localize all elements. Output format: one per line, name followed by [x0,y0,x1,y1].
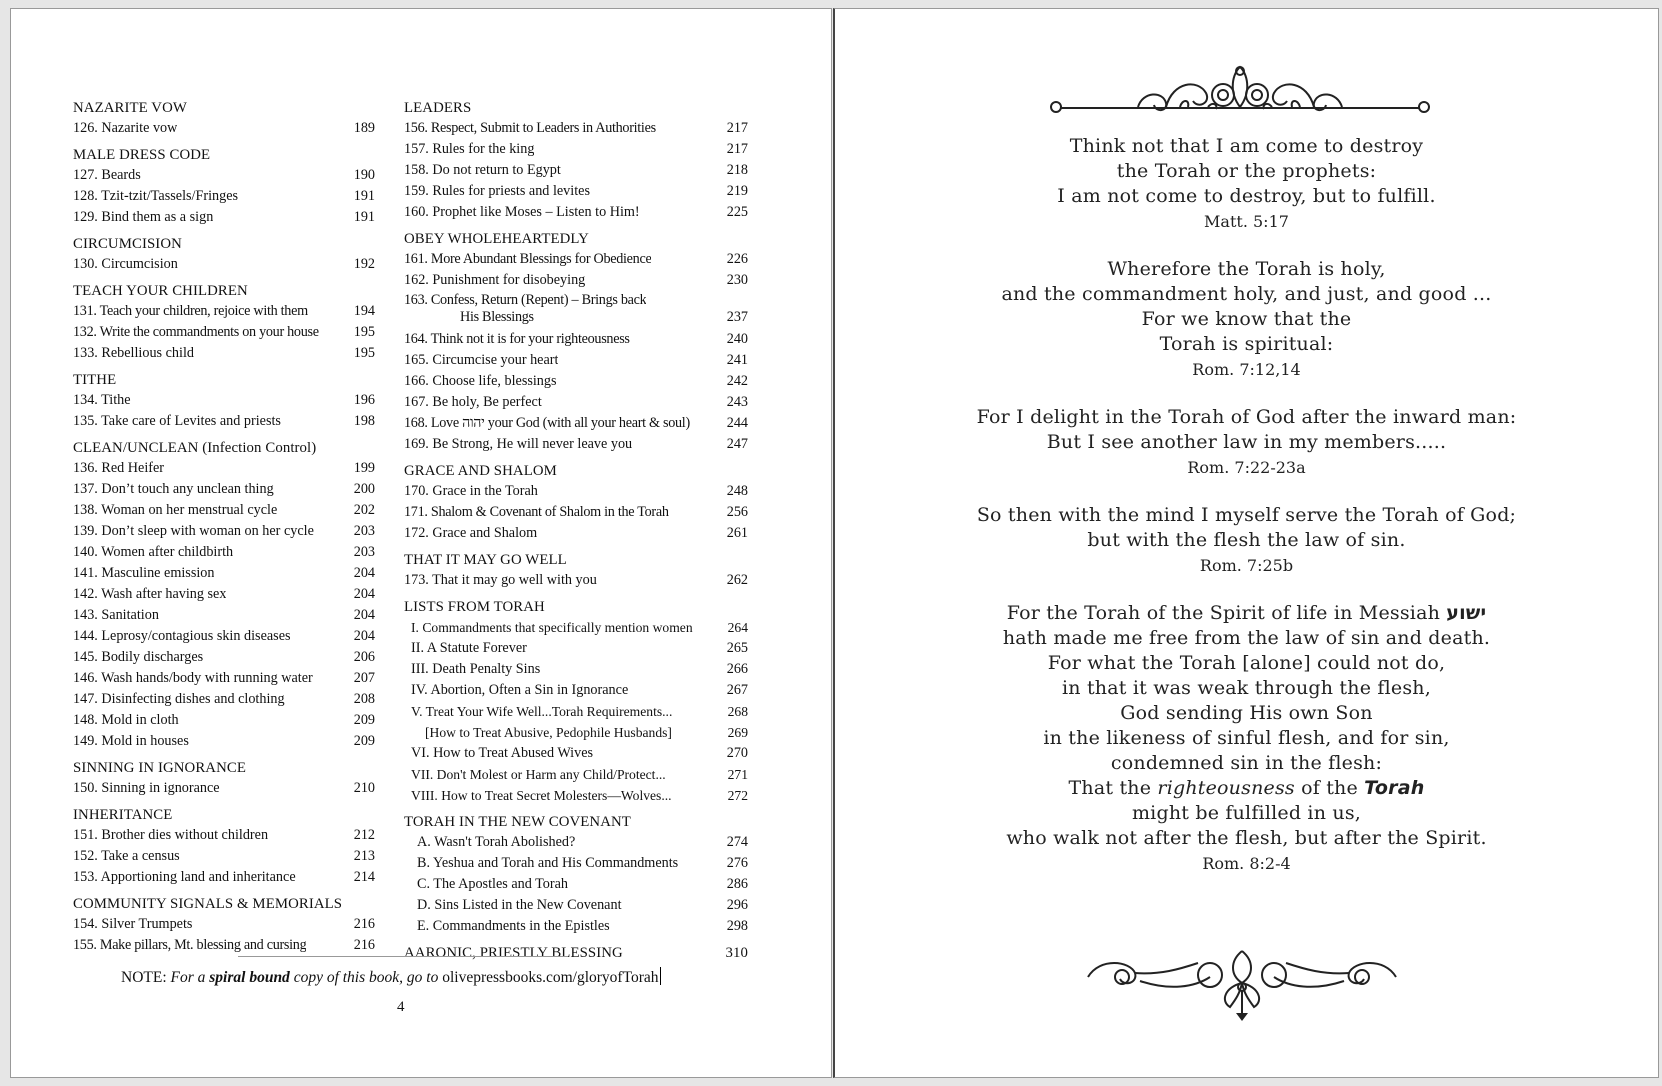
toc-page-number: 266 [726,661,748,677]
toc-entry-title: 139. Don’t sleep with woman on her cycle [73,523,314,539]
verse-line: the Torah or the prophets: [1116,160,1377,182]
toc-page-number: 196 [353,392,375,408]
toc-entry[interactable] [73,542,375,563]
toc-entry[interactable] [73,390,375,411]
toc-page-number: 226 [726,251,748,267]
toc-section-heading: SINNING IN IGNORANCE [73,760,246,776]
toc-entry-title: 132. Write the commandments on your house [73,324,319,340]
toc-entry-title: 151. Brother dies without children [73,827,269,843]
verse-line: But I see another law in my members..... [1046,431,1447,453]
toc-page-number: 199 [353,460,375,476]
toc-entry[interactable] [404,392,748,413]
toc-entry[interactable] [404,329,748,350]
toc-entry-title: II. A Statute Forever [411,640,527,656]
toc-entry[interactable] [73,165,375,186]
emph-righteousness: righteousness [1157,777,1295,799]
toc-page-number: 192 [353,256,375,272]
toc-entry-title: V. Treat Your Wife Well...Torah Requirements... [411,704,673,719]
toc-entry-title: 145. Bodily discharges [73,649,204,665]
verse-line: So then with the mind I myself serve the Torah of God; [976,504,1517,526]
toc-entry[interactable] [73,411,375,432]
toc-entry[interactable] [404,371,748,392]
toc-entry-title: 131. Teach your children, rejoice with them [73,303,308,319]
toc-entry[interactable] [404,523,748,544]
toc-entry[interactable] [73,343,375,364]
toc-entry-title: E. Commandments in the Epistles [417,918,610,934]
toc-page-number: 195 [353,324,375,340]
verse-line: For I delight in the Torah of God after the inward man: [976,406,1517,428]
note-lead: NOTE: [121,969,171,986]
toc-page-number: 200 [353,481,375,497]
toc-entry[interactable] [73,479,375,500]
spiral-bound-note[interactable] [121,967,661,987]
toc-section-heading: LEADERS [404,100,472,116]
toc-entry-title: III. Death Penalty Sins [411,661,541,677]
toc-column-right [404,94,748,963]
toc-entry-title: IV. Abortion, Often a Sin in Ignorance [411,682,629,698]
toc-entry-title: 147. Disinfecting dishes and clothing [73,691,285,707]
emph-torah: Torah [1364,777,1425,799]
toc-entry-title [404,292,646,326]
toc-entry[interactable] [404,743,748,764]
toc-entry-title: 159. Rules for priests and levites [404,183,590,199]
toc-entry[interactable] [404,659,748,680]
toc-page-number: 191 [353,188,375,204]
toc-entry-title: 136. Red Heifer [73,460,165,476]
toc-page-number: 217 [726,141,748,157]
toc-entry-title: 140. Women after childbirth [73,544,234,560]
verse-reference: Rom. 7:25b [1199,556,1294,575]
toc-entry-title: 167. Be holy, Be perfect [404,394,542,410]
toc-entry-title: C. The Apostles and Torah [417,876,568,892]
toc-page-number: 203 [353,523,375,539]
toc-entry[interactable] [73,458,375,479]
toc-section-heading: GRACE AND SHALOM [404,463,557,479]
toc-entry-title-line1: 163. Confess, Return (Repent) – Brings back [404,292,647,308]
toc-entry-title: 138. Woman on her menstrual cycle [73,502,278,518]
toc-page-number: 310 [725,945,748,961]
verse-line: who walk not after the flesh, but after the Spirit. [1006,827,1487,849]
toc-page-number: 298 [726,918,748,934]
toc-entry-title: I. Commandments that specifically mention women [411,620,693,635]
left-page [10,8,832,1078]
toc-page-number: 198 [353,413,375,429]
toc-section-heading: CLEAN/UNCLEAN (Infection Control) [73,440,317,456]
toc-page-number: 214 [353,869,375,885]
toc-page-number: 191 [353,209,375,225]
toc-entry[interactable] [73,935,375,956]
toc-entry[interactable] [404,701,748,722]
toc-page-number: 230 [726,272,748,288]
toc-entry[interactable] [73,778,375,799]
toc-page-number: 213 [353,848,375,864]
toc-section-heading[interactable] [404,943,748,963]
toc-entry[interactable] [404,764,748,785]
toc-page-number: 219 [726,183,748,199]
toc-entry[interactable] [73,186,375,207]
toc-page-number: 267 [726,682,748,698]
verse-line: might be fulfilled in us, [1131,802,1362,824]
toc-page-number: 269 [727,725,748,740]
toc-entry-title: 150. Sinning in ignorance [73,780,220,796]
toc-entry[interactable] [73,731,375,752]
toc-entry[interactable] [73,846,375,867]
toc-entry-title: 149. Mold in houses [73,733,189,749]
toc-page-number: 256 [726,504,748,520]
verse-reference: Rom. 7:22-23a [1187,458,1306,477]
verse-line: Wherefore the Torah is holy, [1107,258,1386,280]
toc-entry-title: B. Yeshua and Torah and His Commandments [417,855,679,871]
toc-section-heading: LISTS FROM TORAH [404,599,545,615]
toc-entry-title: 146. Wash hands/body with running water [73,670,313,686]
toc-page-number: 276 [726,855,748,871]
top-ornament-flourish [1048,61,1432,123]
toc-entry-title: VII. Don't Molest or Harm any Child/Protect... [411,767,666,782]
toc-entry[interactable] [73,689,375,710]
verse-line: For what the Torah [alone] could not do, [1047,652,1446,674]
toc-page-number: 204 [353,628,375,644]
toc-page-number: 190 [353,167,375,183]
toc-page-number: 261 [726,525,748,541]
toc-entry[interactable] [404,413,748,434]
toc-page-number: 204 [353,607,375,623]
verse-line: God sending His own Son [1120,702,1373,724]
note-url[interactable]: olivepressbooks.com/gloryofTorah [442,969,659,986]
toc-page-number: 271 [727,767,748,782]
toc-page-number: 195 [353,345,375,361]
right-page [833,8,1659,1078]
toc-entry-title: 133. Rebellious child [73,345,194,361]
toc-page-number: 216 [353,937,375,953]
toc-entry[interactable] [404,502,748,523]
page-number: 4 [397,999,405,1015]
verse-line-text: For the Torah of the Spirit of life in Messiah [1006,602,1441,624]
toc-entry-title: 170. Grace in the Torah [404,483,538,499]
toc-entry-title: 158. Do not return to Egypt [404,162,561,178]
toc-entry[interactable] [404,481,748,502]
toc-entry-title: 144. Leprosy/contagious skin diseases [73,628,291,644]
toc-entry[interactable] [73,668,375,689]
verse-rom-8-2-4 [835,601,1658,877]
toc-entry-title: 160. Prophet like Moses – Listen to Him! [404,204,640,220]
verse-line: and the commandment holy, and just, and good ... [1001,283,1492,305]
emph-mid: of the [1294,777,1365,799]
toc-entry[interactable] [73,500,375,521]
toc-page-number: 244 [726,415,748,431]
toc-section-heading: INHERITANCE [73,807,173,823]
toc-entry-title: 152. Take a census [73,848,180,864]
toc-entry[interactable] [404,853,748,874]
toc-entry-title: 142. Wash after having sex [73,586,227,602]
verse-reference: Matt. 5:17 [1204,212,1289,231]
toc-page-number: 207 [353,670,375,686]
note-divider [238,956,568,957]
toc-entry-title: 161. More Abundant Blessings for Obedience [404,251,652,267]
toc-page-number: 209 [353,712,375,728]
toc-section-heading: THAT IT MAY GO WELL [404,552,567,568]
toc-page-number: 241 [726,352,748,368]
toc-entry[interactable] [404,916,748,937]
toc-page-number: 242 [726,373,748,389]
verse-line: in that it was weak through the flesh, [1062,677,1431,699]
toc-entry[interactable] [73,521,375,542]
toc-section-heading: CIRCUMCISION [73,236,182,252]
toc-entry-title: 126. Nazarite vow [73,120,178,136]
toc-page-number: 189 [353,120,375,136]
toc-entry-title: 172. Grace and Shalom [404,525,538,541]
toc-page-number: 217 [726,120,748,136]
toc-entry[interactable] [73,118,375,139]
toc-entry[interactable] [404,139,748,160]
toc-entry[interactable] [404,895,748,916]
toc-entry[interactable] [404,874,748,895]
toc-page-number: 203 [353,544,375,560]
toc-page-number: 286 [726,876,748,892]
toc-entry-title: 148. Mold in cloth [73,712,179,728]
toc-entry[interactable] [404,350,748,371]
toc-entry[interactable] [404,617,748,638]
note-bold: spiral bound [209,969,290,986]
toc-section-heading: MALE DRESS CODE [73,147,211,163]
toc-entry-title: A. Wasn't Torah Abolished? [417,834,576,850]
toc-entry[interactable] [404,638,748,659]
toc-entry[interactable] [73,584,375,605]
toc-entry-title: 137. Don’t touch any unclean thing [73,481,274,497]
toc-page-number: 243 [726,394,748,410]
toc-entry[interactable] [404,434,748,455]
toc-entry[interactable] [73,301,375,322]
toc-page-number: 216 [353,916,375,932]
toc-entry-title: 143. Sanitation [73,607,159,623]
verse-line: condemned sin in the flesh: [1110,752,1383,774]
toc-entry[interactable] [404,722,748,743]
toc-entry[interactable] [404,785,748,806]
toc-entry-title: 165. Circumcise your heart [404,352,559,368]
toc-page-number: 237 [726,309,748,325]
toc-entry[interactable] [73,914,375,935]
toc-entry-title: 155. Make pillars, Mt. blessing and cursing [73,937,307,953]
verse-line: in the likeness of sinful flesh, and for sin, [1043,727,1450,749]
toc-entry[interactable] [404,832,748,853]
toc-entry-title: [How to Treat Abusive, Pedophile Husbands] [425,725,672,740]
toc-entry[interactable] [404,680,748,701]
toc-entry[interactable] [73,254,375,275]
toc-entry-title: 162. Punishment for disobeying [404,272,586,288]
verse-reference: Rom. 7:12,14 [1192,360,1301,379]
toc-page-number: 218 [726,162,748,178]
toc-page-number: 212 [353,827,375,843]
hebrew-name: ישוע [1446,602,1487,624]
toc-entry-title: 127. Beards [73,167,141,183]
toc-entry[interactable] [73,825,375,846]
toc-page-number: 206 [353,649,375,665]
toc-page-number: 270 [726,745,748,761]
toc-entry-title: 130. Circumcision [73,256,178,272]
toc-entry[interactable] [404,160,748,181]
toc-page-number: 208 [353,691,375,707]
toc-entry-title: 153. Apportioning land and inheritance [73,869,296,885]
verse-line: hath made me free from the law of sin and death. [1002,627,1491,649]
toc-section-heading: OBEY WHOLEHEARTEDLY [404,231,589,247]
toc-entry[interactable] [404,292,748,326]
toc-entry-title: 171. Shalom & Covenant of Shalom in the Torah [404,504,669,520]
toc-page-number: 265 [726,640,748,656]
verse-line [835,601,1658,626]
toc-entry-title: 166. Choose life, blessings [404,373,557,389]
verse-rom-7-25b [835,503,1658,579]
toc-entry-title: 128. Tzit-tzit/Tassels/Fringes [73,188,239,204]
toc-entry-title: 173. That it may go well with you [404,572,597,588]
toc-page-number: 264 [727,620,748,635]
toc-page-number: 209 [353,733,375,749]
toc-section-heading: TITHE [73,372,117,388]
toc-entry-title: 154. Silver Trumpets [73,916,193,932]
verse-reference: Rom. 8:2-4 [1202,854,1291,873]
toc-page-number: 202 [353,502,375,518]
toc-entry-title: D. Sins Listed in the New Covenant [417,897,622,913]
toc-entry-title: 169. Be Strong, He will never leave you [404,436,633,452]
verse-line: Torah is spiritual: [1159,333,1334,355]
toc-section-heading: TEACH YOUR CHILDREN [73,283,248,299]
verse-line: I am not come to destroy, but to fulfill. [1057,185,1436,207]
toc-page-number: 262 [726,572,748,588]
verse-line-emphasis [835,776,1658,801]
toc-entry-title-line2: His Blessings [460,309,534,325]
toc-entry[interactable] [73,626,375,647]
verse-rom-7-12-14 [835,257,1658,383]
toc-page-number: 296 [726,897,748,913]
verse-rom-7-22-23a [835,405,1658,481]
toc-entry[interactable] [404,270,748,291]
toc-entry[interactable] [404,181,748,202]
toc-page-number: 204 [353,586,375,602]
toc-entry-title: 134. Tithe [73,392,131,408]
toc-page-number: 247 [726,436,748,452]
toc-entry[interactable] [73,867,375,888]
note-part1: For a [170,969,210,986]
toc-entry[interactable] [73,563,375,584]
toc-entry[interactable] [404,118,748,139]
verse-matt-5-17 [835,134,1658,235]
toc-entry-title: 168. Love יהוה your God (with all your heart & soul) [404,415,690,431]
toc-section-heading: TORAH IN THE NEW COVENANT [404,814,631,830]
verse-line: but with the flesh the law of sin. [1087,529,1406,551]
bottom-ornament-flourish [1080,947,1404,1023]
toc-page-number: 210 [353,780,375,796]
verse-line: Think not that I am come to destroy [1069,135,1424,157]
toc-entry-title: 141. Masculine emission [73,565,215,581]
toc-page-number: 240 [726,331,748,347]
toc-entry[interactable] [73,322,375,343]
emph-pre: That the [1068,777,1158,799]
toc-entry-title: VIII. How to Treat Secret Molesters—Wolves... [411,788,672,803]
verse-line: For we know that the [1141,308,1352,330]
toc-section-heading: NAZARITE VOW [73,100,187,116]
note-part2: copy of this book, go to [289,969,443,986]
toc-section-heading: COMMUNITY SIGNALS & MEMORIALS [73,896,343,912]
toc-entry[interactable] [404,202,748,223]
toc-entry[interactable] [404,570,748,591]
toc-entry-title: 156. Respect, Submit to Leaders in Authorities [404,120,656,136]
toc-page-number: 194 [353,303,375,319]
toc-entry-title: 135. Take care of Levites and priests [73,413,281,429]
toc-page-number: 268 [727,704,748,719]
toc-entry-title: 129. Bind them as a sign [73,209,214,225]
toc-entry[interactable] [73,710,375,731]
toc-entry[interactable] [404,249,748,270]
toc-column-left [73,94,375,956]
toc-entry[interactable] [73,207,375,228]
toc-page-number: 272 [727,788,748,803]
toc-entry-title: VI. How to Treat Abused Wives [411,745,594,761]
scripture-verses [835,134,1658,899]
toc-entry[interactable] [73,647,375,668]
toc-section-title: AARONIC, PRIESTLY BLESSING [404,945,623,961]
toc-entry[interactable] [73,605,375,626]
toc-page-number: 248 [726,483,748,499]
toc-entry-title: 157. Rules for the king [404,141,535,157]
toc-entry-title: 164. Think not it is for your righteousness [404,331,630,347]
text-cursor [660,967,661,985]
toc-page-number: 204 [353,565,375,581]
toc-page-number: 225 [726,204,748,220]
toc-page-number: 274 [726,834,748,850]
